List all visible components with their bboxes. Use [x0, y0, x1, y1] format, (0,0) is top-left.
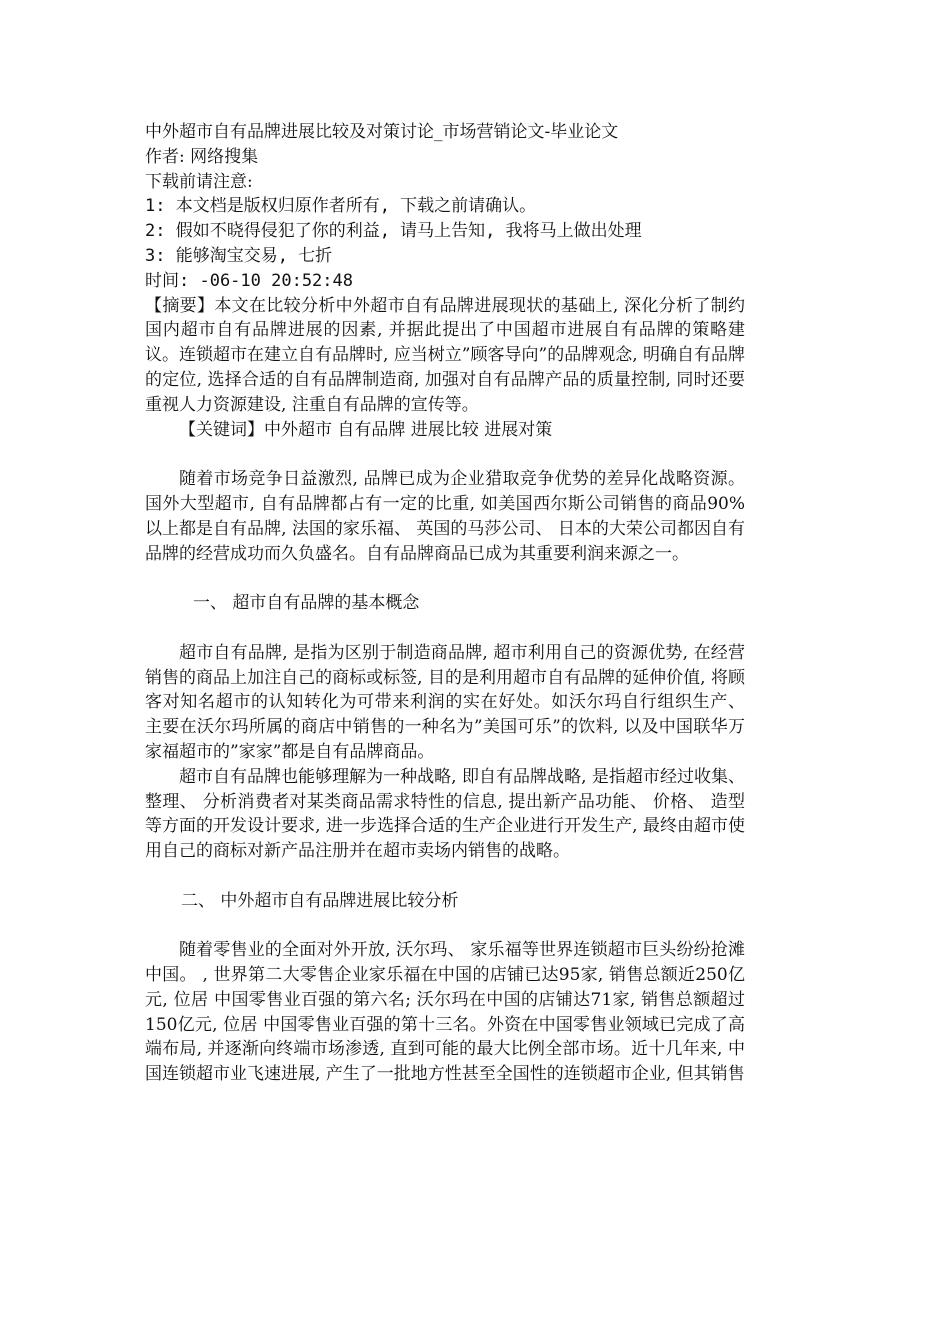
section-2-paragraph-1: 随着零售业的全面对外开放, 沃尔玛、 家乐福等世界连锁超市巨头纷纷抢滩中国。 , 世界第二大零售企业家乐福在中国的店铺已达95家, 销售总额近250亿元, 位居 中国零售业百强的第六名; 沃尔玛在中国的店铺达71家, 销售总额超过150亿元, 位居 中国零售业百强的第十三名。外资在中国零售业领域已完成了高端布局, 并逐渐向终端市场渗透, 直到可能的最大比例全部市场。近十几年来, 中国连锁超市业飞速进展, 产生了一批地方性甚至全国性的连锁超市企业, 但其销售: [145, 940, 745, 1085]
section-1-heading: 一、 超市自有品牌的基本概念: [193, 593, 420, 614]
keywords-line: 【关键词】中外超市 自有品牌 进展比较 进展对策: [179, 419, 553, 440]
notice-item-2: 2: 假如不晓得侵犯了你的利益, 请马上告知, 我将马上做出处理: [145, 221, 642, 242]
document-title: 中外超市自有品牌进展比较及对策讨论_市场营销论文-毕业论文: [145, 122, 619, 142]
abstract-paragraph: 【摘要】本文在比较分析中外超市自有品牌进展现状的基础上, 深化分析了制约国内超市自有品牌进展的因素, 并据此提出了中国超市进展自有品牌的策略建议。连锁超市在建立自有品牌时, 应当树立”顾客导向”的品牌观念, 明确自有品牌的定位, 选择合适的自有品牌制造商, 加强对自有品牌产品的质量控制, 同时还要重视人力资源建设, 注重自有品牌的宣传等。: [145, 295, 745, 415]
author-line: 作者: 网络搜集: [145, 146, 259, 167]
section-1-paragraph-1: 超市自有品牌, 是指为区别于制造商品牌, 超市利用自己的资源优势, 在经营销售的商品上加注自己的商标或标签, 目的是利用超市自有品牌的延伸价值, 将顾客对知名超市的认知转化为可带来利润的实在好处。如沃尔玛自行组织生产、 主要在沃尔玛所属的商店中销售的一种名为”美国可乐”的饮料, 以及中国联华万家福超市的”家家”都是自有品牌商品。: [145, 642, 745, 762]
time-line: 时间: -06-10 20:52:48: [145, 270, 353, 291]
notice-header: 下载前请注意:: [145, 171, 253, 192]
section-2-heading: 二、 中外超市自有品牌进展比较分析: [181, 890, 459, 911]
document-page: [145, 120, 745, 1087]
section-1-paragraph-2: 超市自有品牌也能够理解为一种战略, 即自有品牌战略, 是指超市经过收集、 整理、 分析消费者对某类商品需求特性的信息, 提出新产品功能、 价格、 造型等方面的开发设计要求, 进一步选择合适的生产企业进行开发生产, 最终由超市使用自己的商标对新产品注册并在超市卖场内销售的战略。: [145, 766, 745, 862]
intro-paragraph: 随着市场竞争日益激烈, 品牌已成为企业猎取竞争优势的差异化战略资源。国外大型超市, 自有品牌都占有一定的比重, 如美国西尔斯公司销售的商品90%以上都是自有品牌, 法国的家乐福、 英国的马莎公司、 日本的大荣公司都因自有品牌的经营成功而久负盛名。自有品牌商品已成为其重要利润来源之一。: [145, 469, 745, 564]
notice-item-1: 1: 本文档是版权归原作者所有, 下载之前请确认。: [145, 196, 537, 217]
notice-item-3: 3: 能够淘宝交易, 七折: [145, 245, 333, 266]
